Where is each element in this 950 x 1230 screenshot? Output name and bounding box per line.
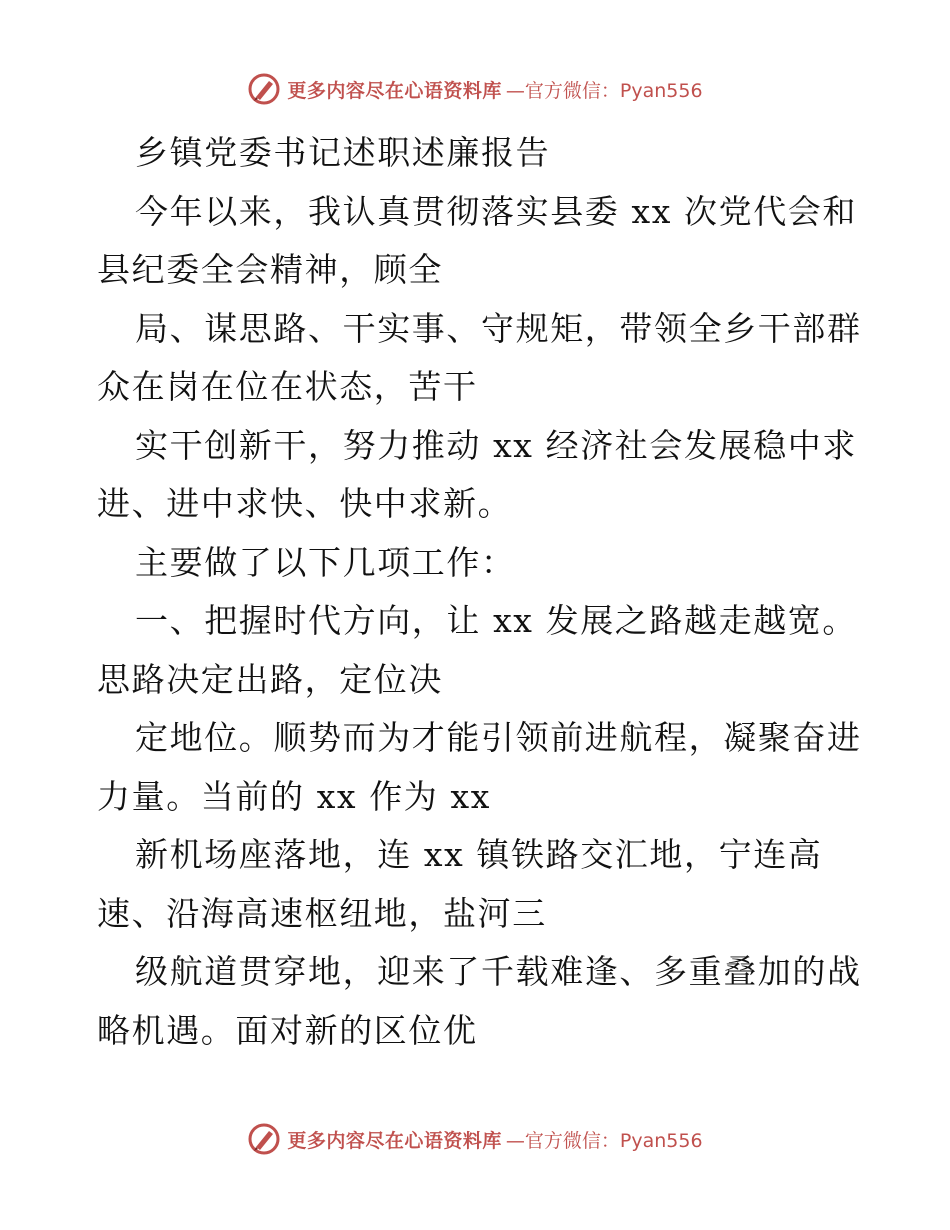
- document-body: [97, 124, 867, 1060]
- pen-logo-icon: [247, 72, 281, 106]
- banner-contact-text: —官方微信：Pyan556: [505, 79, 703, 102]
- banner-site-text: 更多内容尽在心语资料库: [287, 1129, 502, 1152]
- header-banner: [0, 72, 950, 106]
- text-line: 众在岗在位在状态，苦干: [97, 367, 478, 406]
- text-line: 主要做了以下几项工作：: [135, 542, 516, 582]
- text-line: 速、沿海高速枢纽地，盐河三: [97, 893, 547, 933]
- text-line: 局、谋思路、干实事、守规矩，带领全乡干部群: [135, 308, 862, 348]
- footer-banner: [0, 1122, 950, 1156]
- banner-contact-text: —官方微信：Pyan556: [505, 1129, 703, 1152]
- text-line: 级航道贯穿地，迎来了千载难逢、多重叠加的战: [135, 952, 862, 991]
- pen-logo-icon: [247, 1122, 281, 1156]
- text-line: 略机遇。面对新的区位优: [97, 1010, 478, 1050]
- text-line: 今年以来，我认真贯彻落实县委 xx 次党代会和: [135, 191, 858, 231]
- text-line: 实干创新干，努力推动 xx 经济社会发展稳中求: [135, 425, 858, 465]
- document-title: 乡镇党委书记述职述廉报告: [135, 133, 551, 172]
- text-line: 定地位。顺势而为才能引领前进航程，凝聚奋进: [135, 718, 862, 757]
- text-line: 力量。当前的 xx 作为 xx: [97, 776, 491, 816]
- text-line: 思路决定出路，定位决: [97, 659, 443, 699]
- text-line: 一、把握时代方向，让 xx 发展之路越走越宽。: [135, 601, 858, 640]
- text-line: 新机场座落地，连 xx 镇铁路交汇地，宁连高: [135, 835, 823, 874]
- text-line: 进、进中求快、快中求新。: [97, 484, 513, 523]
- text-line: 县纪委全会精神，顾全: [97, 250, 443, 289]
- banner-site-text: 更多内容尽在心语资料库: [287, 79, 502, 102]
